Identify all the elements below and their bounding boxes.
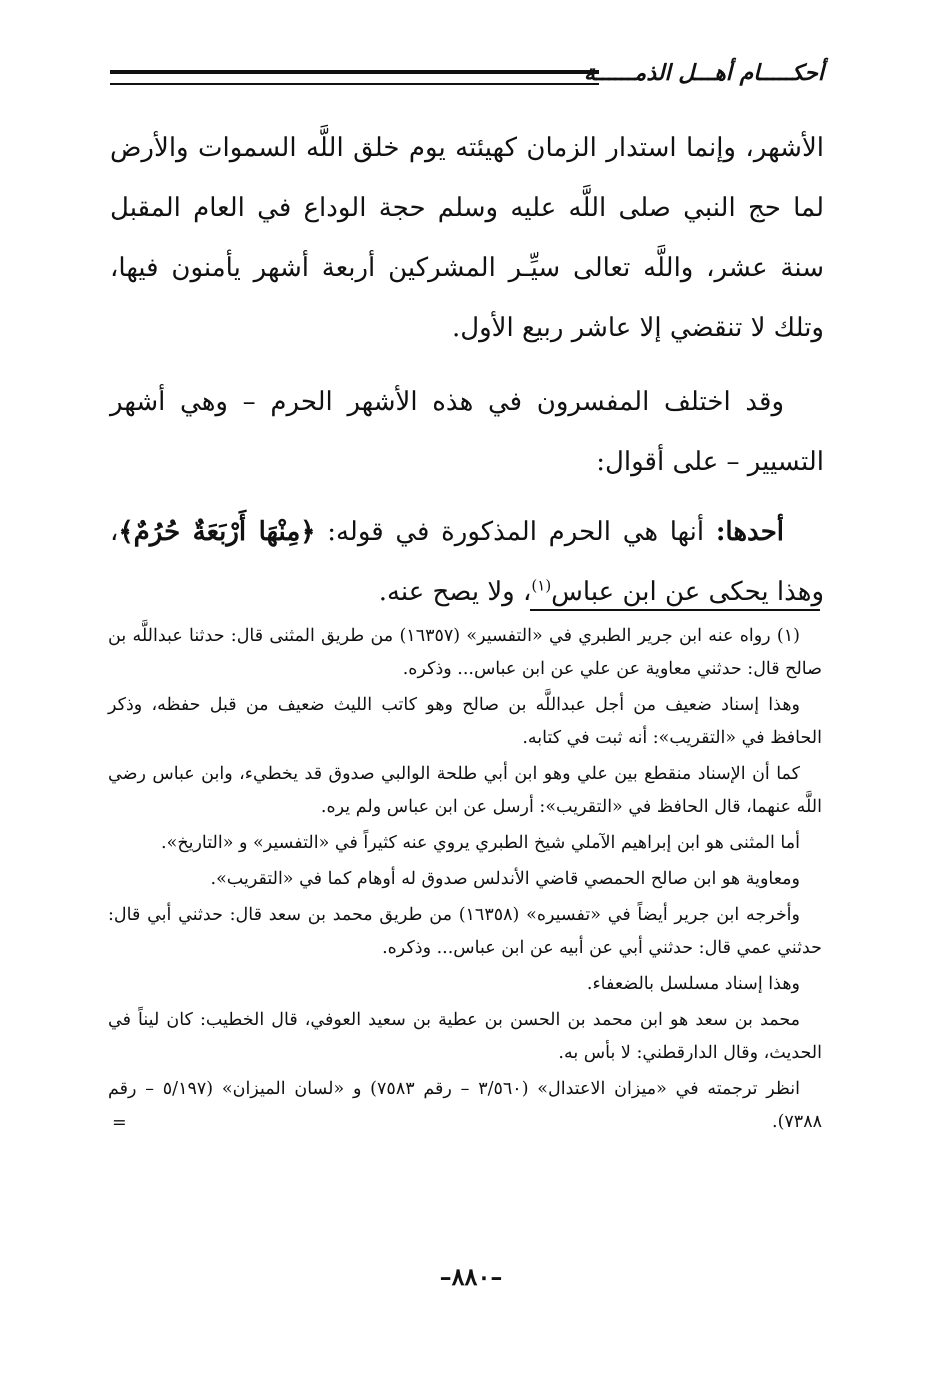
footnotes (108, 620, 822, 1142)
footnote-para-8: محمد بن سعد هو ابن محمد بن الحسن بن عطية بن سعيد العوفي، قال الخطيب: كان ليناً في الحديث، وقال الدارقطني: لا بأس به. (108, 1010, 822, 1063)
footnote-para-9 (108, 1073, 822, 1139)
footnote-para-9-text: انظر ترجمته في «ميزان الاعتدال» (٣/٥٦٠ – رقم ٧٥٨٣) و «لسان الميزان» (٥/١٩٧ – رقم ٧٣٨٨). (108, 1079, 822, 1132)
page-header (110, 58, 824, 98)
header-rule (110, 70, 599, 85)
footnote-para-3: كما أن الإسناد منقطع بين علي وهو ابن أبي طلحة الوالبي صدوق قد يخطيء، وابن عباس رضي اللَّه عنهما، قال الحافظ في «التقريب»: أرسل عن ابن عباس ولم يره. (108, 764, 822, 817)
paragraph-3-text-b: ، وهذا يحكى عن ابن عباس (110, 517, 824, 607)
footnote-para-6: وأخرجه ابن جرير أيضاً في «تفسيره» (١٦٣٥٨) من طريق محمد بن سعد قال: حدثني أبي قال: حدثني عمي قال: حدثني أبي عن أبيه عن ابن عباس... وذكره. (108, 905, 822, 958)
paragraph-1: الأشهر، وإنما استدار الزمان كهيئته يوم خلق اللَّه السموات والأرض لما حج النبي صلى اللَّه عليه وسلم حجة الوداع في العام المقبل سنة عشر، واللَّه تعالى سيِّـر المشركين أربعة أشهر يأمنون فيها، وتلك لا تنقضي إلا عاشر ربيع الأول. (110, 133, 824, 343)
paragraph-3 (110, 502, 824, 622)
continuation-mark: = (112, 1113, 127, 1133)
footnote-para-2: وهذا إسناد ضعيف من أجل عبداللَّه بن صالح وهو كاتب الليث ضعيف من قبل حفظه، وذكر الحافظ في «التقريب»: أنه ثبت في كتابه. (108, 695, 822, 748)
footnote-separator (530, 609, 820, 611)
paragraph-2: وقد اختلف المفسرون في هذه الأشهر الحرم – وهي أشهر التسيير – على أقوال: (110, 387, 824, 477)
footnote-para-4: أما المثنى هو ابن إبراهيم الآملي شيخ الطبري يروي عنه كثيراً في «التفسير» و «التاريخ». (161, 833, 800, 853)
footnote-reference[interactable]: (١) (531, 576, 552, 595)
paragraph-3-text-c: ، ولا يصح عنه. (378, 577, 532, 607)
footnote-para-5: ومعاوية هو ابن صالح الحمصي قاضي الأندلس صدوق له أوهام كما في «التقريب». (210, 869, 800, 889)
running-title: أحكـــــام أهـــل الذمــــــة (583, 60, 824, 86)
footnote-para-7: وهذا إسناد مسلسل بالضعفاء. (586, 974, 800, 994)
page-number: –٨٨٠– (439, 1262, 503, 1291)
footnote-1: (١) رواه عنه ابن جرير الطبري في «التفسير» (١٦٣٥٧) من طريق المثنى قال: حدثنا عبداللَّه بن صالح قال: حدثني معاوية عن علي عن ابن عباس... وذكره. (108, 626, 822, 679)
paragraph-3-text-a: أنها هي الحرم المذكورة في قوله: (315, 517, 716, 547)
quran-quote: ﴿مِنْهَا أَرْبَعَةٌ حُرُمٌ﴾ (118, 517, 316, 547)
paragraph-lead-word: أحدها: (715, 517, 784, 547)
main-text (110, 118, 824, 622)
